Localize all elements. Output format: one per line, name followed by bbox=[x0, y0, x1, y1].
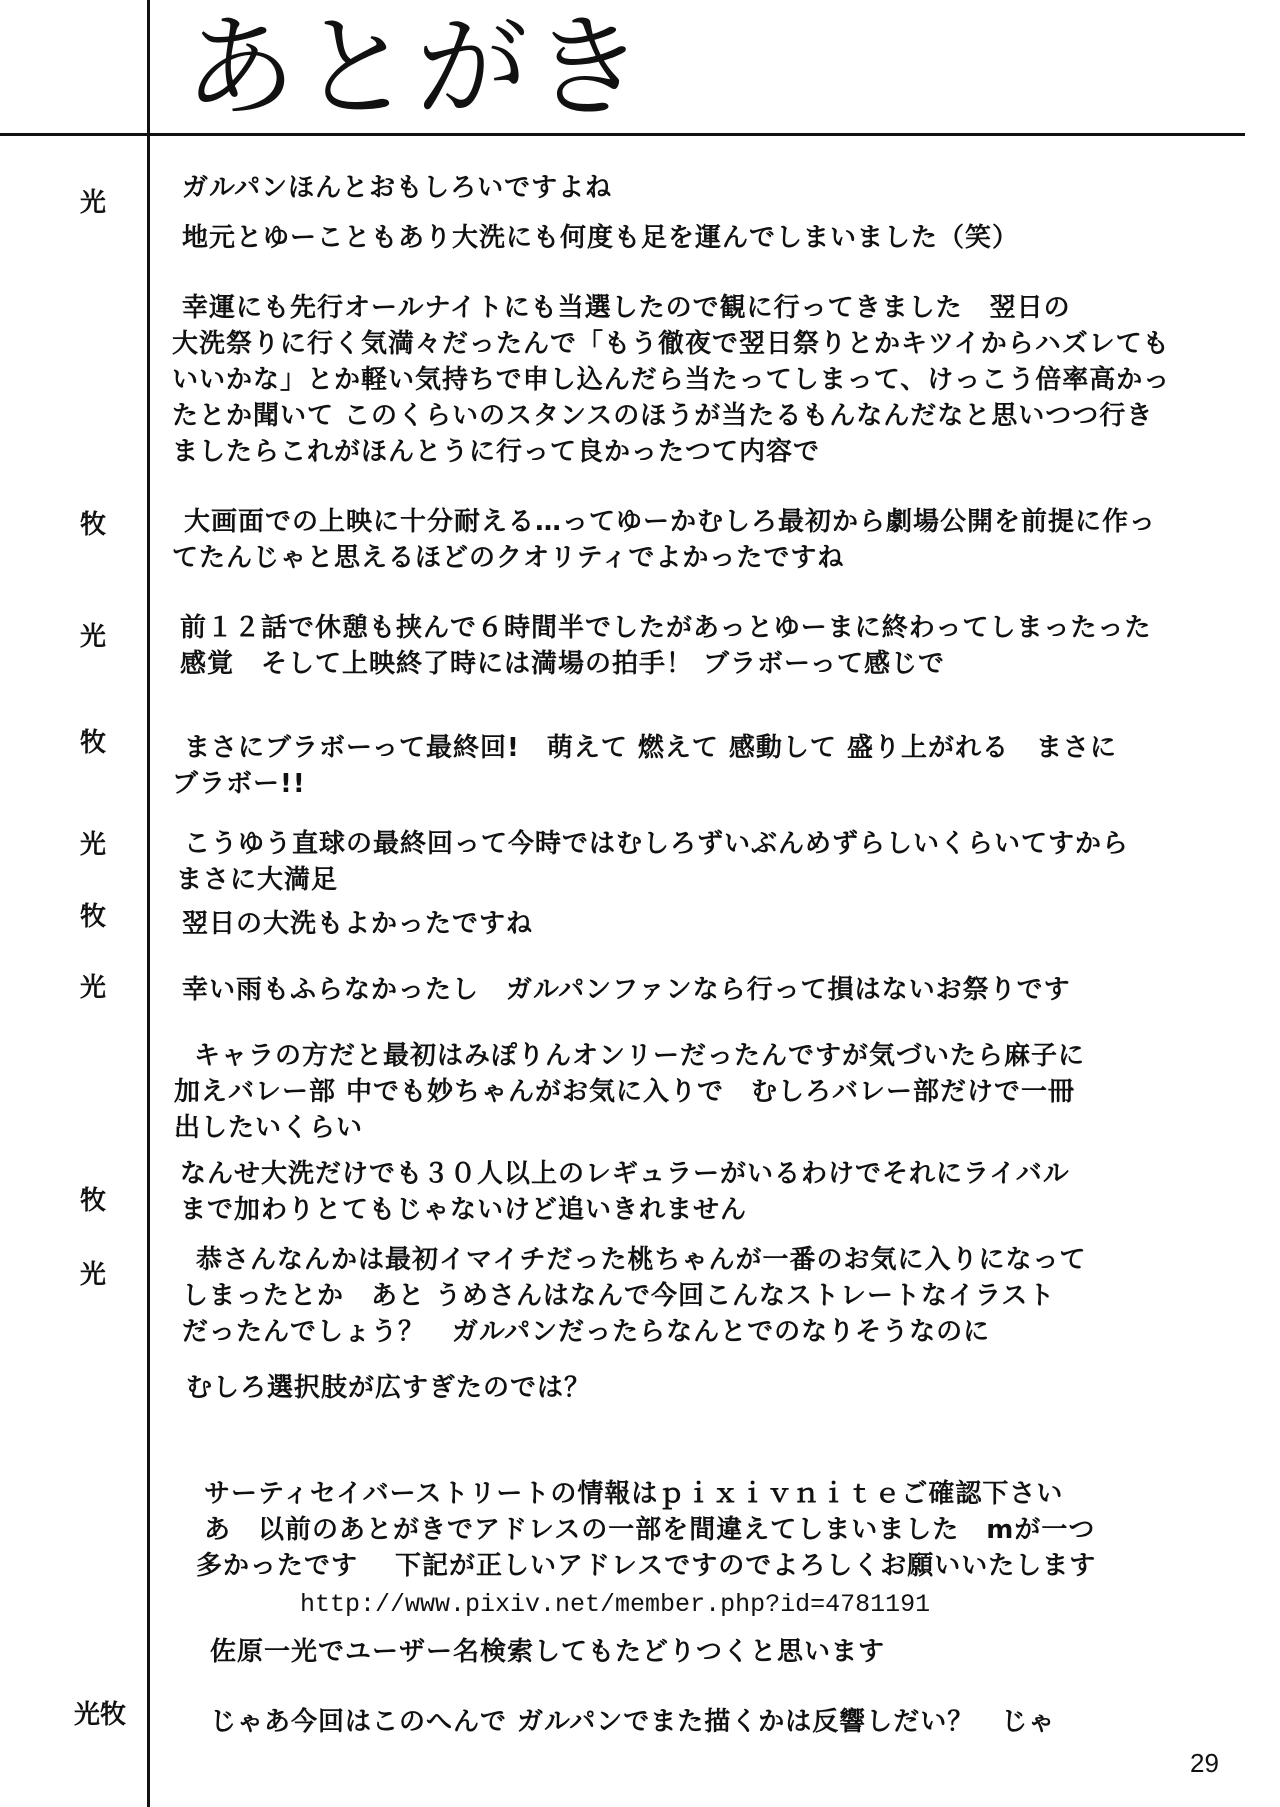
text-line: キャラの方だと最初はみぽりんオンリーだったんですが気づいたら麻子に bbox=[194, 1041, 1086, 1071]
speaker-label: 牧 bbox=[80, 1186, 107, 1216]
pixiv-url: http://www.pixiv.net/member.php?id=4781191 bbox=[300, 1590, 931, 1619]
speaker-label: 牧 bbox=[80, 728, 107, 758]
text-line: あ 以前のあとがきでアドレスの一部を間違えてしまいました mが一つ bbox=[204, 1515, 1096, 1545]
text-line: まさにブラボーって最終回! 萌えて 燃えて 感動して 盛り上がれる まさに bbox=[184, 733, 1117, 763]
speaker-label: 光 bbox=[80, 973, 107, 1003]
text-line: しまったとか あと うめさんはなんで今回こんなストレートなイラスト bbox=[182, 1281, 1056, 1311]
speaker-label: 牧 bbox=[80, 902, 107, 932]
text-line: 地元とゆーこともあり大洗にも何度も足を運んでしまいました（笑） bbox=[182, 223, 1020, 253]
speaker-label: 光 bbox=[80, 188, 107, 218]
text-line: 幸い雨もふらなかったし ガルパンファンなら行って損はないお祭りです bbox=[182, 975, 1071, 1005]
text-line: 佐原一光でユーザー名検索してもたどりつくと思います bbox=[210, 1637, 886, 1667]
text-line: こうゆう直球の最終回って今時ではむしろずいぶんめずらしいくらいてすから bbox=[184, 829, 1130, 859]
text-line: 前１２話で休憩も挟んで６時間半でしたがあっとゆーまに終わってしまったった bbox=[180, 613, 1152, 643]
text-line: ブラボー!! bbox=[172, 769, 306, 799]
speaker-label: 光 bbox=[80, 830, 107, 860]
horizontal-rule bbox=[0, 133, 1245, 136]
text-line: 感覚 そして上映終了時には満場の拍手！ ブラボーって感じで bbox=[180, 649, 946, 679]
vertical-rule bbox=[147, 0, 150, 1807]
text-line: まさに大満足 bbox=[176, 865, 339, 895]
text-line: 出したいくらい bbox=[174, 1113, 364, 1143]
speaker-label: 光 bbox=[80, 622, 107, 652]
text-line: サーティセイバーストリートの情報はｐｉｘｉｖｎｉｔｅご確認下さい bbox=[204, 1479, 1064, 1509]
speaker-label: 牧 bbox=[80, 510, 107, 540]
text-line: 多かったです 下記が正しいアドレスですのでよろしくお願いいたします bbox=[196, 1551, 1097, 1581]
text-line: てたんじゃと思えるほどのクオリティでよかったですね bbox=[172, 543, 845, 573]
speaker-label: 光牧 bbox=[74, 1700, 127, 1730]
text-line: だったんでしょう？ ガルパンだったらなんとでのなりそうなのに bbox=[182, 1317, 991, 1347]
text-line: まで加わりとてもじゃないけど追いきれません bbox=[180, 1195, 748, 1225]
speaker-label: 光 bbox=[80, 1260, 107, 1290]
text-line: むしろ選択肢が広すぎたのでは？ bbox=[186, 1373, 592, 1403]
text-line: たとか聞いて このくらいのスタンスのほうが当たるもんなんだなと思いつつ行き bbox=[172, 401, 1154, 431]
text-line: 恭さんなんかは最初イマイチだった桃ちゃんが一番のお気に入りになって bbox=[196, 1245, 1087, 1275]
text-line: ましたらこれがほんとうに行って良かったつて内容で bbox=[172, 437, 821, 467]
text-line: いいかな」とか軽い気持ちで申し込んだら当たってしまって、けっこう倍率高かっ bbox=[172, 365, 1171, 395]
text-line: なんせ大洗だけでも３０人以上のレギュラーがいるわけでそれにライバル bbox=[180, 1159, 1070, 1189]
text-line: じゃあ今回はこのへんで ガルパンでまた描くかは反響しだい？ じゃ bbox=[210, 1707, 1056, 1737]
text-line: 幸運にも先行オールナイトにも当選したので観に行ってきました 翌日の bbox=[182, 293, 1071, 323]
text-line: 大洗祭りに行く気満々だったんで「もう徹夜で翌日祭りとかキツイからハズレても bbox=[172, 329, 1170, 359]
page-title: あとがき bbox=[184, 3, 648, 133]
text-line: 大画面での上映に十分耐える…ってゆーかむしろ最初から劇場公開を前提に作っ bbox=[184, 507, 1157, 537]
text-line: ガルパンほんとおもしろいですよね bbox=[182, 173, 613, 203]
text-line: 加えバレー部 中でも妙ちゃんがお気に入りで むしろバレー部だけで一冊 bbox=[174, 1077, 1076, 1107]
page-number: 29 bbox=[1190, 1748, 1219, 1778]
text-line: 翌日の大洗もよかったですね bbox=[182, 909, 534, 939]
